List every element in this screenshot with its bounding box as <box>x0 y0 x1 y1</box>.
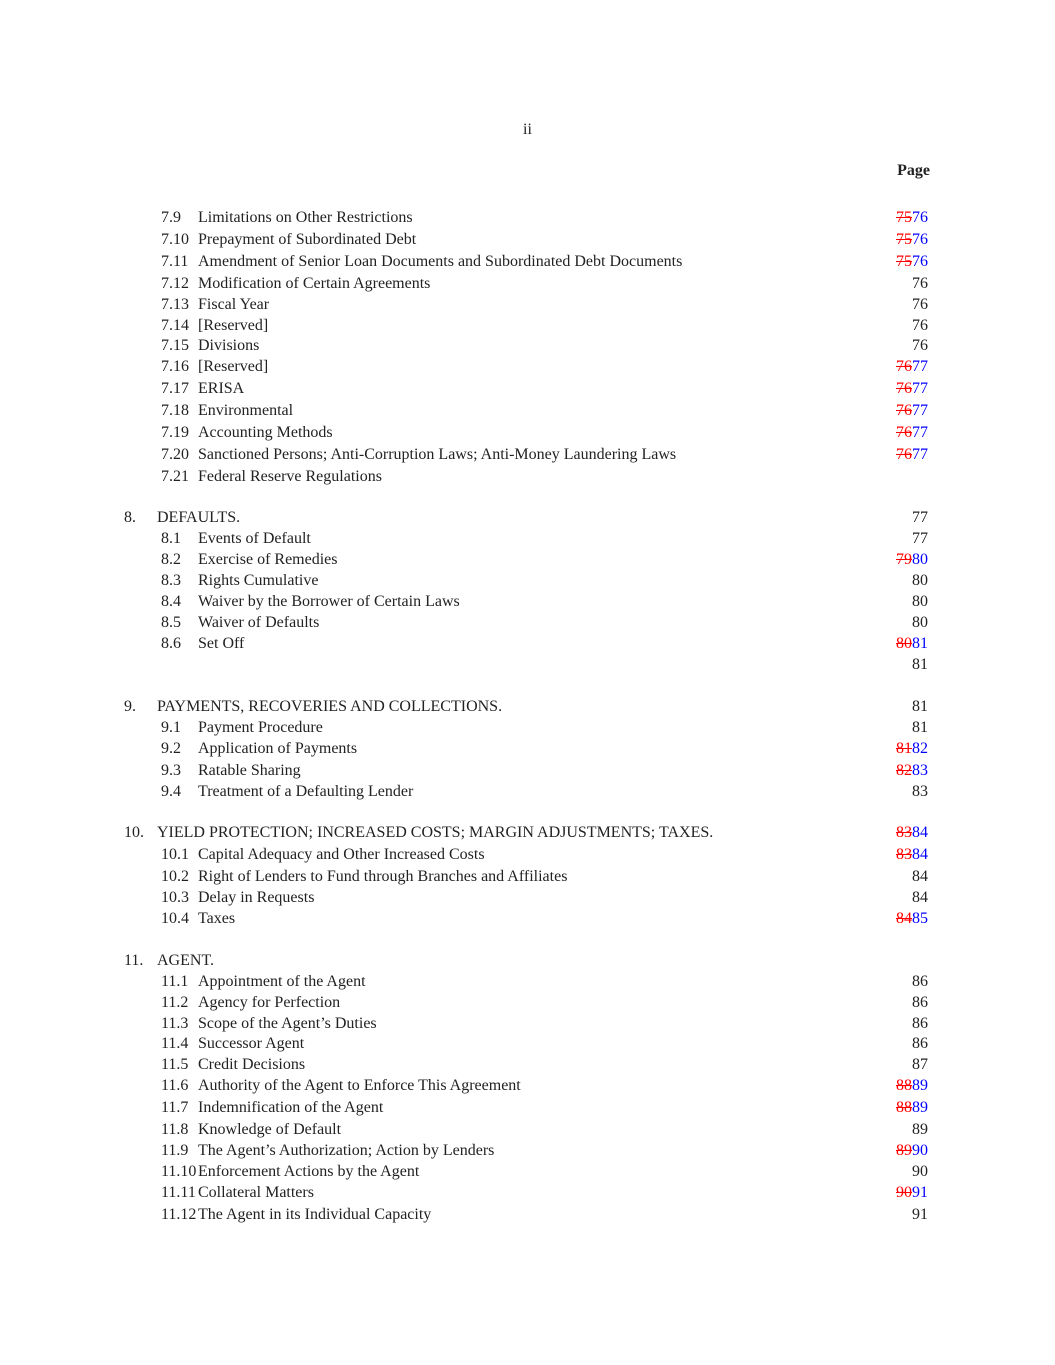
toc-entry-number: 8.6 <box>161 635 181 652</box>
toc-page-number <box>896 1182 928 1203</box>
toc-entry-title: Capital Adequacy and Other Increased Costs <box>198 846 485 863</box>
toc-entry-number: 7.19 <box>161 424 189 441</box>
toc-page-number: 90 <box>912 1163 928 1180</box>
toc-entry-title: ERISA <box>198 380 245 397</box>
toc-entry-row <box>0 400 1055 421</box>
toc-entry-title: Agency for Perfection <box>198 994 341 1011</box>
inserted-page-number: 77 <box>912 402 928 419</box>
toc-entry-row <box>0 844 1055 865</box>
toc-page-number: 76 <box>912 337 928 354</box>
toc-entry-number: 7.11 <box>161 253 189 270</box>
toc-page-number: 76 <box>912 275 928 292</box>
toc-entry-number: 11.5 <box>161 1056 189 1073</box>
toc-entry-title: Indemnification of the Agent <box>198 1099 384 1116</box>
toc-entry-row <box>0 207 1055 228</box>
toc-entry-title: [Reserved] <box>198 317 269 334</box>
toc-page-number: 86 <box>912 973 928 990</box>
toc-entry-number: 11.4 <box>161 1035 189 1052</box>
toc-entry-title: Waiver by the Borrower of Certain Laws <box>198 593 460 610</box>
toc-entry-number: 11.1 <box>161 973 189 990</box>
toc-page-number: 86 <box>912 994 928 1011</box>
page-column-header: Page <box>897 162 930 179</box>
toc-entry-title: Environmental <box>198 402 294 419</box>
inserted-page-number: 85 <box>912 910 928 927</box>
toc-entry-row <box>0 294 1055 315</box>
toc-entry-row <box>0 378 1055 399</box>
toc-page-number: 83 <box>912 783 928 800</box>
toc-entry-row <box>0 229 1055 250</box>
toc-entry-title: Enforcement Actions by the Agent <box>198 1163 420 1180</box>
toc-entry-number: 7.14 <box>161 317 189 334</box>
toc-page-number <box>896 444 928 465</box>
toc-entry-title: [Reserved] <box>198 358 269 375</box>
toc-entry-title: Federal Reserve Regulations <box>198 468 382 485</box>
toc-entry-number: 11.9 <box>161 1142 189 1159</box>
toc-page-number: 80 <box>912 572 928 589</box>
toc-entry-row <box>0 315 1055 336</box>
toc-entry-number: 10.2 <box>161 868 189 885</box>
toc-page-number <box>896 1097 928 1118</box>
toc-entry-title: Accounting Methods <box>198 424 333 441</box>
toc-entry-number: 11.6 <box>161 1077 189 1094</box>
toc-entry-number: 7.12 <box>161 275 189 292</box>
toc-entry-number: 8.3 <box>161 572 181 589</box>
deleted-page-number: 89 <box>896 1142 912 1159</box>
toc-entry-title: Events of Default <box>198 530 311 547</box>
inserted-page-number: 80 <box>912 551 928 568</box>
toc-page-number <box>896 760 928 781</box>
toc-entry-title: Prepayment of Subordinated Debt <box>198 231 417 248</box>
toc-section-row <box>0 822 1055 843</box>
toc-entry-title: Treatment of a Defaulting Lender <box>198 783 414 800</box>
toc-entry-title: Payment Procedure <box>198 719 323 736</box>
toc-entry-row <box>0 1013 1055 1034</box>
toc-entry-row <box>0 335 1055 356</box>
toc-page-number <box>896 738 928 759</box>
toc-entry-title: Scope of the Agent’s Duties <box>198 1015 377 1032</box>
toc-entry-row <box>0 887 1055 908</box>
toc-entry-row <box>0 251 1055 272</box>
toc-entry-title: Right of Lenders to Fund through Branches and Affiliates <box>198 868 568 885</box>
toc-entry-row <box>0 738 1055 759</box>
toc-entry-number: 7.10 <box>161 231 189 248</box>
toc-entry-number: 10. <box>124 824 144 841</box>
toc-entry-title: Amendment of Senior Loan Documents and Subordinated Debt Documents <box>198 253 683 270</box>
toc-entry-row <box>0 654 1055 675</box>
page-number: ii <box>523 121 532 138</box>
toc-entry-number: 10.3 <box>161 889 189 906</box>
toc-entry-title: Application of Payments <box>198 740 358 757</box>
toc-entry-number: 10.1 <box>161 846 189 863</box>
toc-page-number <box>896 400 928 421</box>
toc-entry-number: 10.4 <box>161 910 189 927</box>
toc-entry-number: 11.2 <box>161 994 189 1011</box>
toc-entry-number: 7.13 <box>161 296 189 313</box>
deleted-page-number: 76 <box>896 380 912 397</box>
toc-page-number <box>896 356 928 377</box>
toc-page-number: 81 <box>912 656 928 673</box>
toc-entry-number: 11.3 <box>161 1015 189 1032</box>
toc-page-number <box>896 229 928 250</box>
toc-entry-number: 7.15 <box>161 337 189 354</box>
toc-entry-number: 8.4 <box>161 593 181 610</box>
toc-page-number <box>896 1140 928 1161</box>
inserted-page-number: 82 <box>912 740 928 757</box>
toc-entry-number: 11.7 <box>161 1099 189 1116</box>
toc-entry-title: The Agent’s Authorization; Action by Lenders <box>198 1142 495 1159</box>
inserted-page-number: 76 <box>912 231 928 248</box>
toc-entry-title: PAYMENTS, RECOVERIES AND COLLECTIONS. <box>157 698 503 715</box>
toc-page-number: 80 <box>912 593 928 610</box>
toc-entry-number: 8. <box>124 509 136 526</box>
toc-entry-row <box>0 444 1055 465</box>
toc-page-number: 81 <box>912 698 928 715</box>
toc-entry-row <box>0 1075 1055 1096</box>
toc-page-number <box>896 908 928 929</box>
toc-entry-title: Successor Agent <box>198 1035 305 1052</box>
deleted-page-number: 88 <box>896 1077 912 1094</box>
toc-page-number <box>896 422 928 443</box>
toc-page-number: 86 <box>912 1035 928 1052</box>
inserted-page-number: 77 <box>912 358 928 375</box>
toc-entry-number: 8.2 <box>161 551 181 568</box>
toc-page-number <box>896 1075 928 1096</box>
toc-entry-title: Waiver of Defaults <box>198 614 320 631</box>
toc-page-number: 76 <box>912 296 928 313</box>
deleted-page-number: 90 <box>896 1184 912 1201</box>
toc-entry-title: Exercise of Remedies <box>198 551 338 568</box>
toc-entry-row <box>0 1097 1055 1118</box>
toc-entry-title: DEFAULTS. <box>157 509 241 526</box>
toc-entry-title: Authority of the Agent to Enforce This Agreement <box>198 1077 521 1094</box>
inserted-page-number: 84 <box>912 846 928 863</box>
toc-entry-row <box>0 549 1055 570</box>
toc-entry-number: 7.16 <box>161 358 189 375</box>
toc-page-number <box>896 549 928 570</box>
toc-page-number <box>896 378 928 399</box>
toc-page-number: 81 <box>912 719 928 736</box>
toc-entry-title: Collateral Matters <box>198 1184 314 1201</box>
toc-page-number <box>896 633 928 654</box>
toc-entry-number: 9.1 <box>161 719 181 736</box>
deleted-page-number: 84 <box>896 910 912 927</box>
inserted-page-number: 91 <box>912 1184 928 1201</box>
deleted-page-number: 76 <box>896 446 912 463</box>
inserted-page-number: 77 <box>912 380 928 397</box>
deleted-page-number: 79 <box>896 551 912 568</box>
toc-entry-number: 9.3 <box>161 762 181 779</box>
toc-entry-title: Appointment of the Agent <box>198 973 366 990</box>
toc-entry-row <box>0 466 1055 487</box>
toc-entry-number: 9.4 <box>161 783 181 800</box>
toc-page-number: 87 <box>912 1056 928 1073</box>
deleted-page-number: 76 <box>896 358 912 375</box>
toc-entry-title: Rights Cumulative <box>198 572 319 589</box>
toc-entry-row <box>0 570 1055 591</box>
deleted-page-number: 83 <box>896 824 912 841</box>
inserted-page-number: 76 <box>912 253 928 270</box>
toc-entry-title: Modification of Certain Agreements <box>198 275 431 292</box>
inserted-page-number: 90 <box>912 1142 928 1159</box>
inserted-page-number: 76 <box>912 209 928 226</box>
toc-entry-number: 8.5 <box>161 614 181 631</box>
deleted-page-number: 75 <box>896 231 912 248</box>
toc-section-row <box>0 696 1055 717</box>
toc-page-number: 77 <box>912 509 928 526</box>
toc-entry-number: 7.20 <box>161 446 189 463</box>
toc-page-number: 89 <box>912 1121 928 1138</box>
toc-entry-title: Knowledge of Default <box>198 1121 342 1138</box>
toc-entry-title: Credit Decisions <box>198 1056 306 1073</box>
toc-entry-row <box>0 1054 1055 1075</box>
deleted-page-number: 83 <box>896 846 912 863</box>
toc-entry-title: Set Off <box>198 635 245 652</box>
deleted-page-number: 75 <box>896 209 912 226</box>
toc-entry-row <box>0 1033 1055 1054</box>
toc-entry-row <box>0 781 1055 802</box>
deleted-page-number: 76 <box>896 402 912 419</box>
toc-entry-number: 7.21 <box>161 468 189 485</box>
toc-page-number: 86 <box>912 1015 928 1032</box>
toc-entry-row <box>0 992 1055 1013</box>
toc-entry-number: 7.9 <box>161 209 181 226</box>
toc-entry-title: Fiscal Year <box>198 296 270 313</box>
toc-entry-number: 9.2 <box>161 740 181 757</box>
toc-entry-row <box>0 717 1055 738</box>
toc-entry-row <box>0 908 1055 929</box>
toc-entry-row <box>0 1161 1055 1182</box>
toc-page-number: 77 <box>912 530 928 547</box>
inserted-page-number: 84 <box>912 824 928 841</box>
toc-entry-title: Limitations on Other Restrictions <box>198 209 413 226</box>
toc-entry-row <box>0 633 1055 654</box>
toc-entry-title: Divisions <box>198 337 260 354</box>
toc-entry-title: Ratable Sharing <box>198 762 301 779</box>
toc-page-number <box>896 822 928 843</box>
toc-entry-row <box>0 971 1055 992</box>
toc-entry-number: 9. <box>124 698 136 715</box>
deleted-page-number: 80 <box>896 635 912 652</box>
toc-entry-number: 11.11 <box>161 1184 196 1201</box>
toc-entry-number: 7.18 <box>161 402 189 419</box>
toc-entry-row <box>0 1140 1055 1161</box>
toc-page-number <box>896 844 928 865</box>
toc-entry-title: Taxes <box>198 910 236 927</box>
toc-section-row <box>0 950 1055 971</box>
toc-entry-row <box>0 1119 1055 1140</box>
toc-entry-title: Delay in Requests <box>198 889 315 906</box>
toc-entry-title: Sanctioned Persons; Anti-Corruption Laws; Anti-Money Laundering Laws <box>198 446 677 463</box>
toc-entry-title: The Agent in its Individual Capacity <box>198 1206 432 1223</box>
toc-entry-row <box>0 866 1055 887</box>
toc-entry-title: AGENT. <box>157 952 215 969</box>
toc-entry-number: 11.10 <box>161 1163 197 1180</box>
toc-entry-row <box>0 1204 1055 1225</box>
deleted-page-number: 88 <box>896 1099 912 1116</box>
toc-entry-row <box>0 422 1055 443</box>
inserted-page-number: 89 <box>912 1077 928 1094</box>
toc-entry-row <box>0 528 1055 549</box>
deleted-page-number: 76 <box>896 424 912 441</box>
toc-entry-row <box>0 273 1055 294</box>
toc-page-number: 84 <box>912 889 928 906</box>
deleted-page-number: 82 <box>896 762 912 779</box>
toc-entry-row <box>0 612 1055 633</box>
toc-page-number <box>896 207 928 228</box>
inserted-page-number: 77 <box>912 424 928 441</box>
toc-entry-row <box>0 356 1055 377</box>
toc-entry-row <box>0 1182 1055 1203</box>
inserted-page-number: 89 <box>912 1099 928 1116</box>
inserted-page-number: 81 <box>912 635 928 652</box>
toc-entry-number: 8.1 <box>161 530 181 547</box>
toc-entry-number: 11. <box>124 952 144 969</box>
toc-entry-row <box>0 760 1055 781</box>
toc-entry-number: 7.17 <box>161 380 189 397</box>
toc-entry-number: 11.8 <box>161 1121 189 1138</box>
toc-page-number: 91 <box>912 1206 928 1223</box>
inserted-page-number: 77 <box>912 446 928 463</box>
toc-section-row <box>0 507 1055 528</box>
toc-entry-row <box>0 591 1055 612</box>
toc-page-number: 80 <box>912 614 928 631</box>
deleted-page-number: 81 <box>896 740 912 757</box>
toc-entry-number: 11.12 <box>161 1206 197 1223</box>
inserted-page-number: 83 <box>912 762 928 779</box>
toc-page-number: 84 <box>912 868 928 885</box>
deleted-page-number: 75 <box>896 253 912 270</box>
toc-page-number <box>896 251 928 272</box>
toc-page-number: 76 <box>912 317 928 334</box>
toc-entry-title: YIELD PROTECTION; INCREASED COSTS; MARGIN ADJUSTMENTS; TAXES. <box>157 824 714 841</box>
